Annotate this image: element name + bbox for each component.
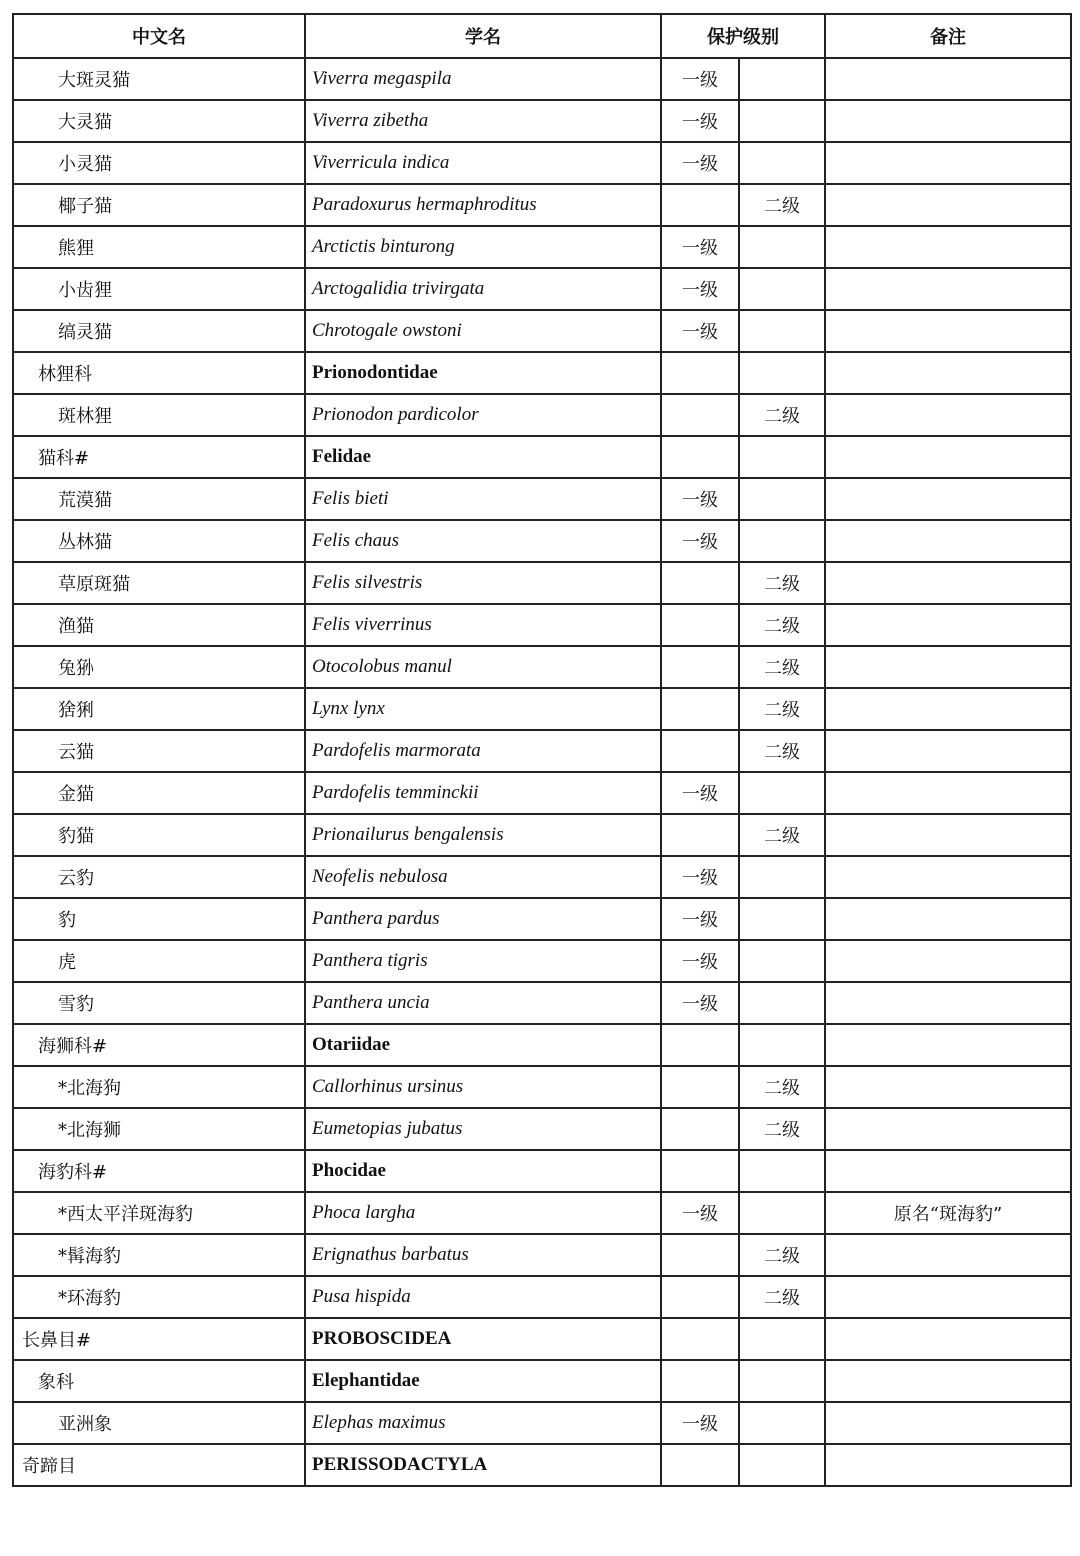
level-two-cell <box>739 772 825 814</box>
level-two-cell: 二级 <box>739 688 825 730</box>
chinese-name-cell: 斑林狸 <box>13 394 305 436</box>
level-one-cell <box>661 646 739 688</box>
level-one-cell <box>661 814 739 856</box>
scientific-name-cell: Eumetopias jubatus <box>305 1108 661 1150</box>
table-row <box>13 814 1071 856</box>
level-one-cell <box>661 1024 739 1066</box>
table-row <box>13 772 1071 814</box>
level-two-cell <box>739 100 825 142</box>
remarks-cell <box>825 1276 1071 1318</box>
chinese-name-cell: 小齿狸 <box>13 268 305 310</box>
chinese-name-cell: 熊狸 <box>13 226 305 268</box>
table-row <box>13 142 1071 184</box>
table-row <box>13 58 1071 100</box>
table-row <box>13 604 1071 646</box>
scientific-name-cell: Elephas maximus <box>305 1402 661 1444</box>
scientific-name-cell: Panthera pardus <box>305 898 661 940</box>
table-row <box>13 1402 1071 1444</box>
table-row <box>13 898 1071 940</box>
level-one-cell <box>661 1150 739 1192</box>
level-one-cell <box>661 184 739 226</box>
scientific-name-cell: Felis bieti <box>305 478 661 520</box>
table-row <box>13 1318 1071 1360</box>
level-two-cell: 二级 <box>739 1108 825 1150</box>
chinese-name-cell: *西太平洋斑海豹 <box>13 1192 305 1234</box>
header-remarks: 备注 <box>825 14 1071 58</box>
level-one-cell <box>661 1276 739 1318</box>
scientific-name-cell: Pardofelis temminckii <box>305 772 661 814</box>
chinese-name-cell: 雪豹 <box>13 982 305 1024</box>
level-two-cell <box>739 1192 825 1234</box>
chinese-name-cell: 云豹 <box>13 856 305 898</box>
chinese-name-cell: 猫科# <box>13 436 305 478</box>
scientific-name-cell: PERISSODACTYLA <box>305 1444 661 1486</box>
level-two-cell <box>739 268 825 310</box>
table-row <box>13 1024 1071 1066</box>
level-two-cell: 二级 <box>739 1066 825 1108</box>
scientific-name-cell: Prionailurus bengalensis <box>305 814 661 856</box>
level-one-cell: 一级 <box>661 100 739 142</box>
cut-off-title <box>0 0 1080 6</box>
level-one-cell <box>661 436 739 478</box>
level-one-cell <box>661 394 739 436</box>
scientific-name-cell: Erignathus barbatus <box>305 1234 661 1276</box>
chinese-name-cell: *北海狮 <box>13 1108 305 1150</box>
table-row <box>13 520 1071 562</box>
level-two-cell: 二级 <box>739 1276 825 1318</box>
level-one-cell <box>661 1444 739 1486</box>
table-row <box>13 1192 1071 1234</box>
table-row <box>13 1234 1071 1276</box>
chinese-name-cell: *环海豹 <box>13 1276 305 1318</box>
level-one-cell <box>661 730 739 772</box>
scientific-name-cell: Arctogalidia trivirgata <box>305 268 661 310</box>
remarks-cell <box>825 436 1071 478</box>
chinese-name-cell: 小灵猫 <box>13 142 305 184</box>
table-row <box>13 436 1071 478</box>
remarks-cell <box>825 142 1071 184</box>
level-two-cell: 二级 <box>739 184 825 226</box>
chinese-name-cell: 象科 <box>13 1360 305 1402</box>
remarks-cell <box>825 310 1071 352</box>
table-row <box>13 1150 1071 1192</box>
remarks-cell: 原名“斑海豹” <box>825 1192 1071 1234</box>
level-two-cell <box>739 58 825 100</box>
remarks-cell <box>825 562 1071 604</box>
table-row <box>13 268 1071 310</box>
chinese-name-cell: 海豹科# <box>13 1150 305 1192</box>
table-row <box>13 730 1071 772</box>
level-two-cell <box>739 142 825 184</box>
remarks-cell <box>825 1066 1071 1108</box>
chinese-name-cell: 大斑灵猫 <box>13 58 305 100</box>
level-one-cell: 一级 <box>661 226 739 268</box>
scientific-name-cell: Felis viverrinus <box>305 604 661 646</box>
scientific-name-cell: Phocidae <box>305 1150 661 1192</box>
level-two-cell <box>739 940 825 982</box>
level-two-cell <box>739 1360 825 1402</box>
level-two-cell <box>739 520 825 562</box>
scientific-name-cell: Felis silvestris <box>305 562 661 604</box>
level-two-cell: 二级 <box>739 730 825 772</box>
level-one-cell: 一级 <box>661 268 739 310</box>
chinese-name-cell: 云猫 <box>13 730 305 772</box>
table-row <box>13 856 1071 898</box>
table-row <box>13 1108 1071 1150</box>
remarks-cell <box>825 1360 1071 1402</box>
table-row <box>13 226 1071 268</box>
chinese-name-cell: 草原斑猫 <box>13 562 305 604</box>
protected-species-table <box>12 13 1072 1487</box>
remarks-cell <box>825 604 1071 646</box>
table-row <box>13 688 1071 730</box>
remarks-cell <box>825 982 1071 1024</box>
level-one-cell: 一级 <box>661 772 739 814</box>
remarks-cell <box>825 898 1071 940</box>
table-row <box>13 562 1071 604</box>
level-two-cell <box>739 898 825 940</box>
remarks-cell <box>825 478 1071 520</box>
level-two-cell <box>739 478 825 520</box>
table-row <box>13 394 1071 436</box>
level-one-cell: 一级 <box>661 856 739 898</box>
header-scientific-name: 学名 <box>305 14 661 58</box>
chinese-name-cell: 长鼻目# <box>13 1318 305 1360</box>
scientific-name-cell: Chrotogale owstoni <box>305 310 661 352</box>
chinese-name-cell: 豹 <box>13 898 305 940</box>
scientific-name-cell: Pusa hispida <box>305 1276 661 1318</box>
chinese-name-cell: 奇蹄目 <box>13 1444 305 1486</box>
level-two-cell: 二级 <box>739 814 825 856</box>
level-two-cell <box>739 226 825 268</box>
level-one-cell <box>661 352 739 394</box>
level-one-cell <box>661 688 739 730</box>
table-row <box>13 1444 1071 1486</box>
level-two-cell <box>739 1402 825 1444</box>
level-two-cell <box>739 1444 825 1486</box>
remarks-cell <box>825 226 1071 268</box>
scientific-name-cell: Viverra zibetha <box>305 100 661 142</box>
remarks-cell <box>825 100 1071 142</box>
table-row <box>13 646 1071 688</box>
scientific-name-cell: Prionodontidae <box>305 352 661 394</box>
level-one-cell: 一级 <box>661 898 739 940</box>
level-two-cell: 二级 <box>739 394 825 436</box>
level-one-cell <box>661 1360 739 1402</box>
chinese-name-cell: 丛林猫 <box>13 520 305 562</box>
level-two-cell <box>739 352 825 394</box>
level-one-cell: 一级 <box>661 58 739 100</box>
scientific-name-cell: Felidae <box>305 436 661 478</box>
remarks-cell <box>825 772 1071 814</box>
level-one-cell: 一级 <box>661 982 739 1024</box>
header-row <box>13 14 1071 58</box>
header-chinese-name: 中文名 <box>13 14 305 58</box>
remarks-cell <box>825 268 1071 310</box>
scientific-name-cell: Panthera tigris <box>305 940 661 982</box>
scientific-name-cell: Otariidae <box>305 1024 661 1066</box>
level-one-cell <box>661 1108 739 1150</box>
chinese-name-cell: *北海狗 <box>13 1066 305 1108</box>
remarks-cell <box>825 1150 1071 1192</box>
level-two-cell <box>739 310 825 352</box>
scientific-name-cell: Phoca largha <box>305 1192 661 1234</box>
scientific-name-cell: Felis chaus <box>305 520 661 562</box>
chinese-name-cell: 缟灵猫 <box>13 310 305 352</box>
table-row <box>13 1360 1071 1402</box>
scientific-name-cell: Lynx lynx <box>305 688 661 730</box>
level-two-cell <box>739 1150 825 1192</box>
chinese-name-cell: 亚洲象 <box>13 1402 305 1444</box>
level-two-cell: 二级 <box>739 604 825 646</box>
scientific-name-cell: Otocolobus manul <box>305 646 661 688</box>
remarks-cell <box>825 58 1071 100</box>
level-two-cell: 二级 <box>739 562 825 604</box>
scientific-name-cell: Paradoxurus hermaphroditus <box>305 184 661 226</box>
level-two-cell: 二级 <box>739 1234 825 1276</box>
chinese-name-cell: 渔猫 <box>13 604 305 646</box>
remarks-cell <box>825 646 1071 688</box>
scientific-name-cell: Arctictis binturong <box>305 226 661 268</box>
remarks-cell <box>825 1024 1071 1066</box>
table-row <box>13 940 1071 982</box>
scientific-name-cell: Panthera uncia <box>305 982 661 1024</box>
header-protection-level: 保护级别 <box>661 14 825 58</box>
table-row <box>13 982 1071 1024</box>
level-two-cell <box>739 982 825 1024</box>
table-row <box>13 310 1071 352</box>
level-one-cell <box>661 562 739 604</box>
chinese-name-cell: 大灵猫 <box>13 100 305 142</box>
level-one-cell <box>661 1066 739 1108</box>
level-one-cell <box>661 604 739 646</box>
remarks-cell <box>825 856 1071 898</box>
remarks-cell <box>825 730 1071 772</box>
remarks-cell <box>825 1444 1071 1486</box>
chinese-name-cell: 金猫 <box>13 772 305 814</box>
remarks-cell <box>825 520 1071 562</box>
scientific-name-cell: Elephantidae <box>305 1360 661 1402</box>
chinese-name-cell: 兔狲 <box>13 646 305 688</box>
level-one-cell: 一级 <box>661 520 739 562</box>
chinese-name-cell: 猞猁 <box>13 688 305 730</box>
table-row <box>13 100 1071 142</box>
level-two-cell: 二级 <box>739 646 825 688</box>
level-one-cell <box>661 1234 739 1276</box>
level-one-cell <box>661 1318 739 1360</box>
table-row <box>13 352 1071 394</box>
level-one-cell: 一级 <box>661 310 739 352</box>
scientific-name-cell: Neofelis nebulosa <box>305 856 661 898</box>
scientific-name-cell: Viverricula indica <box>305 142 661 184</box>
scientific-name-cell: Viverra megaspila <box>305 58 661 100</box>
scientific-name-cell: Prionodon pardicolor <box>305 394 661 436</box>
level-two-cell <box>739 436 825 478</box>
table-row <box>13 184 1071 226</box>
chinese-name-cell: 椰子猫 <box>13 184 305 226</box>
remarks-cell <box>825 1318 1071 1360</box>
level-one-cell: 一级 <box>661 142 739 184</box>
level-one-cell: 一级 <box>661 1192 739 1234</box>
table-body <box>13 58 1071 1486</box>
table-row <box>13 478 1071 520</box>
scientific-name-cell: PROBOSCIDEA <box>305 1318 661 1360</box>
chinese-name-cell: 林狸科 <box>13 352 305 394</box>
remarks-cell <box>825 1234 1071 1276</box>
level-two-cell <box>739 1024 825 1066</box>
scientific-name-cell: Pardofelis marmorata <box>305 730 661 772</box>
table-row <box>13 1276 1071 1318</box>
remarks-cell <box>825 940 1071 982</box>
scientific-name-cell: Callorhinus ursinus <box>305 1066 661 1108</box>
remarks-cell <box>825 394 1071 436</box>
remarks-cell <box>825 1402 1071 1444</box>
chinese-name-cell: 荒漠猫 <box>13 478 305 520</box>
level-one-cell: 一级 <box>661 1402 739 1444</box>
remarks-cell <box>825 184 1071 226</box>
chinese-name-cell: 豹猫 <box>13 814 305 856</box>
chinese-name-cell: 虎 <box>13 940 305 982</box>
chinese-name-cell: 海狮科# <box>13 1024 305 1066</box>
remarks-cell <box>825 352 1071 394</box>
remarks-cell <box>825 814 1071 856</box>
remarks-cell <box>825 1108 1071 1150</box>
remarks-cell <box>825 688 1071 730</box>
level-one-cell: 一级 <box>661 478 739 520</box>
level-one-cell: 一级 <box>661 940 739 982</box>
level-two-cell <box>739 856 825 898</box>
level-two-cell <box>739 1318 825 1360</box>
table-row <box>13 1066 1071 1108</box>
chinese-name-cell: *髯海豹 <box>13 1234 305 1276</box>
